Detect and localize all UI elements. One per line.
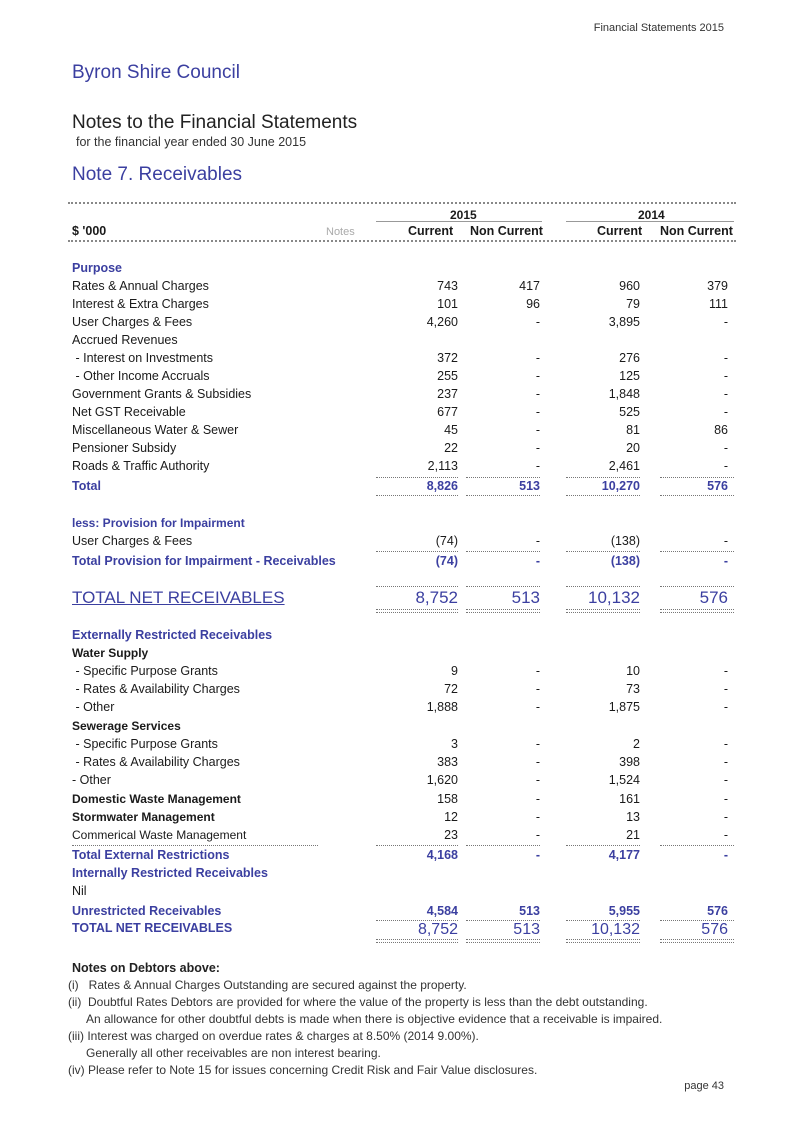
cell: 20 [626, 441, 640, 455]
subtotal-rule [660, 477, 734, 478]
cell: 1,875 [608, 700, 640, 714]
cell: - [535, 315, 540, 329]
row-label: Commerical Waste Management [72, 828, 247, 842]
table-row [72, 737, 736, 755]
net-top-rule [660, 586, 734, 587]
table-top-rule [68, 202, 736, 204]
table-row [72, 810, 736, 828]
internal-heading-row [72, 866, 736, 884]
cell: - [535, 351, 540, 365]
footnote-item: (iv) Please refer to Note 15 for issues concerning Credit Risk and Fair Value disclosures. [68, 1063, 538, 1077]
cell: - [723, 405, 728, 419]
cell: 417 [519, 279, 540, 293]
row-label: - Rates & Availability Charges [72, 755, 240, 769]
cell: 10,132 [591, 921, 640, 938]
cell: 513 [513, 921, 540, 938]
cell: 96 [526, 297, 540, 311]
row-label: Net GST Receivable [72, 405, 186, 419]
unit-label: $ '000 [72, 224, 107, 238]
year-2015-rule [376, 221, 542, 222]
total-rule [566, 495, 640, 496]
cell: 101 [437, 297, 458, 311]
table-row [72, 700, 736, 718]
impairment-heading-row [72, 516, 736, 534]
cell: 379 [707, 279, 728, 293]
subtotal-rule [466, 845, 540, 846]
sewer-heading: Sewerage Services [72, 719, 181, 733]
cell: - [723, 441, 728, 455]
cell: - [535, 459, 540, 473]
footnote-item: (ii) Doubtful Rates Debtors are provided for where the value of the property is less than the debt outstanding. [68, 995, 648, 1009]
cell: - [535, 755, 540, 769]
subtotal-rule [466, 551, 540, 552]
net-double-rule [566, 609, 640, 613]
table-row [72, 459, 736, 477]
cell: 86 [714, 423, 728, 437]
cell: (74) [435, 554, 458, 568]
note-heading: Note 7. Receivables [72, 164, 243, 185]
cell: (74) [435, 534, 458, 548]
cell: 10,270 [601, 479, 640, 493]
row-label: Stormwater Management [72, 810, 215, 824]
cell: 513 [511, 588, 540, 607]
cell: - [723, 664, 728, 678]
internal-nil-row [72, 884, 736, 902]
total-net-row-2 [72, 921, 736, 941]
footnote-item: Generally all other receivables are non interest bearing. [86, 1046, 381, 1060]
cell: - [723, 459, 728, 473]
table-row [72, 755, 736, 773]
year-2015-label: 2015 [450, 208, 477, 222]
cell: 383 [437, 755, 458, 769]
row-label: - Specific Purpose Grants [72, 664, 218, 678]
current-2015-header: Current [408, 224, 454, 238]
cell: 3 [451, 737, 458, 751]
row-label: - Other [72, 700, 115, 714]
cell: - [535, 405, 540, 419]
row-label: Roads & Traffic Authority [72, 459, 210, 473]
cell: 12 [444, 810, 458, 824]
cell: - [723, 369, 728, 383]
cell: 10 [626, 664, 640, 678]
footnote-item: An allowance for other doubtful debts is made when there is objective evidence that a receivable is impaired. [86, 1012, 663, 1026]
cell: 513 [519, 904, 540, 918]
row-label: Miscellaneous Water & Sewer [72, 423, 239, 437]
net-top-rule [566, 586, 640, 587]
noncurrent-2014-header: Non Current [660, 224, 733, 238]
cell: 13 [626, 810, 640, 824]
cell: - [535, 664, 540, 678]
cell: - [723, 351, 728, 365]
cell: 576 [699, 588, 728, 607]
purpose-heading: Purpose [72, 261, 123, 275]
net-top-rule [376, 586, 458, 587]
sewer-heading-row [72, 719, 736, 737]
subtotal-rule [566, 477, 640, 478]
cell: 255 [437, 369, 458, 383]
footnote-item: (iii) Interest was charged on overdue rates & charges at 8.50% (2014 9.00%). [68, 1029, 479, 1043]
table-row [72, 664, 736, 682]
cell: 4,260 [426, 315, 458, 329]
footnote-item: (i) Rates & Annual Charges Outstanding are secured against the property. [68, 978, 467, 992]
cell: 5,955 [608, 904, 640, 918]
net-top-rule [466, 586, 540, 587]
cell: 576 [707, 479, 728, 493]
cell: 1,620 [426, 773, 458, 787]
cell: 276 [619, 351, 640, 365]
impairment-heading: less: Provision for Impairment [72, 516, 245, 530]
row-label: Rates & Annual Charges [72, 279, 209, 293]
cell: 125 [619, 369, 640, 383]
cell: - [723, 828, 728, 842]
table-row [72, 682, 736, 700]
cell: - [535, 737, 540, 751]
cell: 576 [701, 921, 728, 938]
total-double-rule [566, 939, 640, 943]
table-row [72, 279, 736, 297]
cell: - [535, 369, 540, 383]
cell: - [535, 848, 540, 862]
row-label: User Charges & Fees [72, 315, 193, 329]
row-label: - Rates & Availability Charges [72, 682, 240, 696]
cell: - [535, 534, 540, 548]
row-label: Interest & Extra Charges [72, 297, 209, 311]
cell: 743 [437, 279, 458, 293]
page-number: page 43 [684, 1080, 724, 1092]
cell: - [723, 792, 728, 806]
external-total-row [72, 848, 736, 866]
cell: 237 [437, 387, 458, 401]
cell: 525 [619, 405, 640, 419]
row-label: - Other Income Accruals [72, 369, 210, 383]
total-double-rule [660, 939, 734, 943]
row-label: Pensioner Subsidy [72, 441, 177, 455]
cell: 1,888 [426, 700, 458, 714]
cell: 161 [619, 792, 640, 806]
cell: 8,826 [426, 479, 458, 493]
table-row [72, 423, 736, 441]
cell: (138) [610, 554, 640, 568]
total-double-rule [376, 939, 458, 943]
cell: 8,752 [417, 921, 458, 938]
cell: - [535, 810, 540, 824]
external-heading: Externally Restricted Receivables [72, 628, 273, 642]
cell: 576 [707, 904, 728, 918]
total-rule [376, 495, 458, 496]
cell: 10,132 [588, 588, 640, 607]
total-rule [466, 495, 540, 496]
row-label: User Charges & Fees [72, 534, 193, 548]
cell: 960 [619, 279, 640, 293]
table-header-rule [68, 240, 736, 242]
cell: 21 [626, 828, 640, 842]
cell: 72 [444, 682, 458, 696]
cell: - [723, 534, 728, 548]
notes-title: Notes to the Financial Statements [72, 112, 358, 133]
cell: 22 [444, 441, 458, 455]
footnotes [68, 960, 732, 1079]
cell: - [535, 441, 540, 455]
table-row [72, 387, 736, 405]
table-row [72, 828, 736, 846]
internal-heading: Internally Restricted Receivables [72, 866, 268, 880]
cell: 9 [451, 664, 458, 678]
cell: - [535, 700, 540, 714]
cell: - [723, 554, 728, 568]
cell: 3,895 [608, 315, 640, 329]
row-label: Government Grants & Subsidies [72, 387, 252, 401]
current-2014-header: Current [597, 224, 643, 238]
cell: - [535, 387, 540, 401]
cell: 79 [626, 297, 640, 311]
cell: - [723, 387, 728, 401]
row-label: Unrestricted Receivables [72, 904, 222, 918]
table-row [72, 351, 736, 369]
cell: 2 [633, 737, 640, 751]
cell: - [535, 682, 540, 696]
water-heading-row [72, 646, 736, 664]
row-label: - Specific Purpose Grants [72, 737, 218, 751]
cell: - [723, 315, 728, 329]
cell: 677 [437, 405, 458, 419]
cell: (138) [610, 534, 640, 548]
cell: - [535, 828, 540, 842]
cell: - [723, 737, 728, 751]
cell: - [723, 848, 728, 862]
row-label: - Other [72, 773, 111, 787]
net-double-rule [466, 609, 540, 613]
cell: 1,848 [608, 387, 640, 401]
water-heading: Water Supply [72, 646, 149, 660]
subtotal-rule [376, 477, 458, 478]
subtotal-rule [376, 845, 458, 846]
cell: 372 [437, 351, 458, 365]
cell: 4,177 [608, 848, 640, 862]
notes-column-label: Notes [326, 226, 355, 238]
row-label: Nil [72, 884, 87, 898]
cell: 111 [708, 297, 728, 311]
council-name: Byron Shire Council [72, 62, 240, 83]
table-row [72, 792, 736, 810]
cell: - [723, 682, 728, 696]
table-row [72, 773, 736, 791]
subtotal-rule [566, 551, 640, 552]
row-label: - Interest on Investments [72, 351, 214, 365]
footnotes-title: Notes on Debtors above: [72, 961, 220, 975]
cell: 2,113 [427, 459, 458, 473]
cell: 45 [444, 423, 458, 437]
year-2014-rule [566, 221, 734, 222]
cell: 2,461 [608, 459, 640, 473]
net-double-rule [376, 609, 458, 613]
cell: 8,752 [415, 588, 458, 607]
purpose-heading-row [72, 261, 736, 279]
row-label: Accrued Revenues [72, 333, 178, 347]
impairment-total-row [72, 554, 736, 572]
row-label: Total [72, 479, 101, 493]
table-row [72, 297, 736, 315]
subtotal-rule [376, 551, 458, 552]
cell: 398 [619, 755, 640, 769]
cell: 73 [626, 682, 640, 696]
subtotal-rule [466, 477, 540, 478]
table-row [72, 333, 736, 351]
year-2014-label: 2014 [638, 208, 665, 222]
table-row [72, 441, 736, 459]
header-title: Financial Statements 2015 [593, 22, 724, 34]
cell: 513 [519, 479, 540, 493]
cell: - [535, 554, 540, 568]
net-double-rule [660, 609, 734, 613]
cell: - [723, 755, 728, 769]
cell: - [723, 810, 728, 824]
cell: 4,168 [426, 848, 458, 862]
row-label: Total Provision for Impairment - Receivables [72, 554, 336, 568]
subtotal-rule [566, 845, 640, 846]
external-heading-row [72, 628, 736, 646]
row-label: Total External Restrictions [72, 848, 230, 862]
table-row [72, 405, 736, 423]
total-double-rule [466, 939, 540, 943]
row-label: Domestic Waste Management [72, 792, 241, 806]
cell: 81 [626, 423, 640, 437]
table-row [72, 369, 736, 387]
subtotal-rule [660, 845, 734, 846]
cell: 4,584 [426, 904, 458, 918]
total-net-row [72, 588, 736, 610]
subtotal-rule [72, 845, 318, 846]
cell: 158 [437, 792, 458, 806]
row-label: TOTAL NET RECEIVABLES [72, 921, 233, 935]
cell: - [535, 792, 540, 806]
cell: 1,524 [608, 773, 640, 787]
subtotal-rule [660, 551, 734, 552]
cell: - [535, 773, 540, 787]
total-rule [660, 495, 734, 496]
notes-subtitle: for the financial year ended 30 June 2015 [76, 135, 307, 149]
cell: 23 [444, 828, 458, 842]
row-label: TOTAL NET RECEIVABLES [72, 588, 285, 607]
noncurrent-2015-header: Non Current [470, 224, 543, 238]
cell: - [723, 700, 728, 714]
table-row [72, 315, 736, 333]
cell: - [535, 423, 540, 437]
cell: - [723, 773, 728, 787]
table-row [72, 534, 736, 552]
